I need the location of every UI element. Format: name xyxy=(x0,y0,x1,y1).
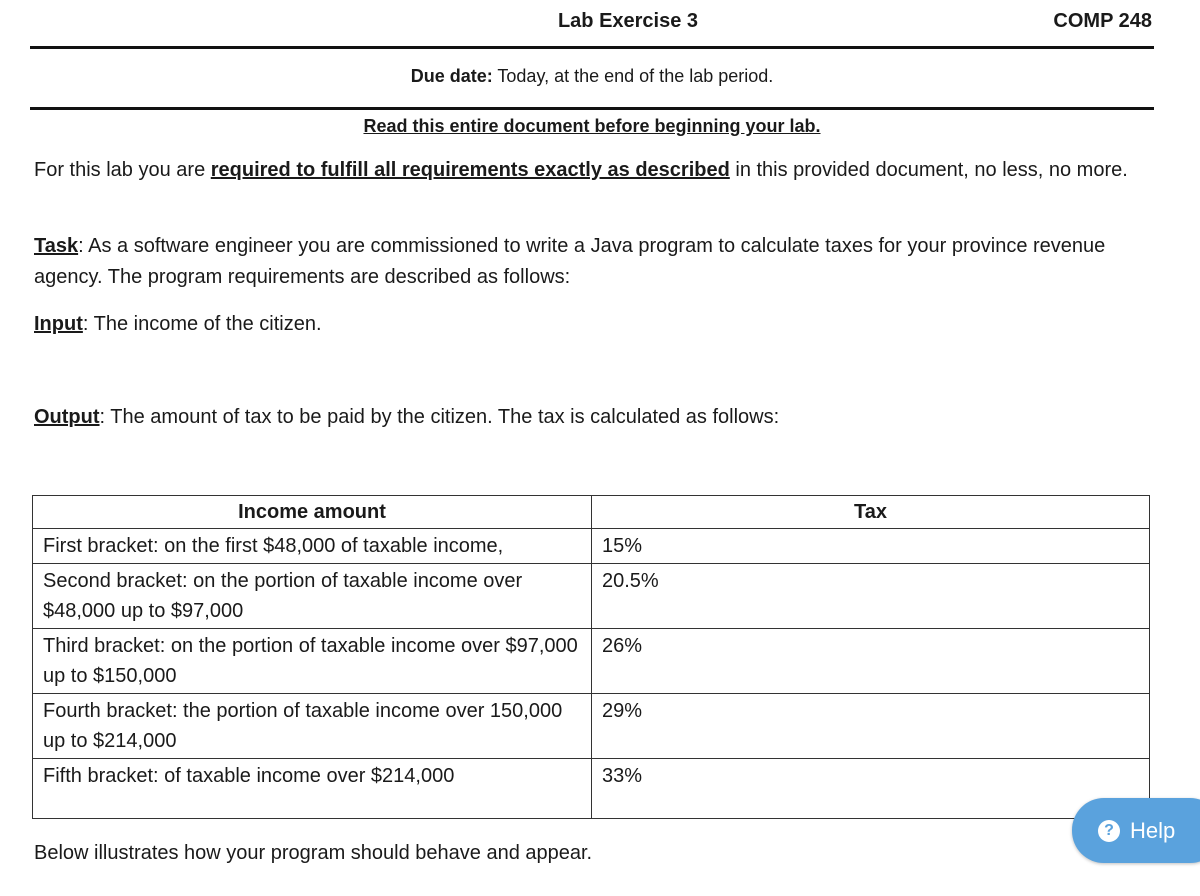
table-row xyxy=(33,759,1150,819)
table-row xyxy=(33,629,1150,694)
tax-cell: 15% xyxy=(592,529,1150,564)
input-paragraph xyxy=(34,309,1164,340)
income-header: Income amount xyxy=(33,496,592,529)
header-divider xyxy=(30,46,1154,49)
intro-emphasis: required to fulfill all requirements exactly as described xyxy=(210,159,730,181)
tax-cell: 20.5% xyxy=(592,564,1150,629)
income-cell: Fourth bracket: the portion of taxable income over 150,000 up to $214,000 xyxy=(33,694,592,759)
help-button[interactable] xyxy=(1072,798,1200,863)
document-title: Lab Exercise 3 xyxy=(557,10,699,32)
input-label: Input xyxy=(34,313,83,335)
tax-header: Tax xyxy=(592,496,1150,529)
intro-paragraph xyxy=(34,155,1164,186)
intro-after: in this provided document, no less, no more. xyxy=(729,159,1128,181)
question-icon: ? xyxy=(1098,820,1120,842)
tax-cell: 33% xyxy=(592,759,1150,819)
input-text: : The income of the citizen. xyxy=(82,313,322,335)
due-date-text: Today, at the end of the lab period. xyxy=(497,66,774,86)
task-text: : As a software engineer you are commissioned to write a Java program to calculate taxes for your province revenue agency. The program requirements are described as follows: xyxy=(34,235,1106,288)
table-row xyxy=(33,564,1150,629)
task-label: Task xyxy=(34,235,79,257)
output-paragraph xyxy=(34,402,1164,433)
output-text: : The amount of tax to be paid by the citizen. The tax is calculated as follows: xyxy=(99,406,780,428)
course-code: COMP 248 xyxy=(1053,10,1152,32)
help-button-label: Help xyxy=(1130,817,1176,843)
table-row xyxy=(33,529,1150,564)
task-paragraph xyxy=(34,231,1164,293)
below-text: Below illustrates how your program should behave and appear. xyxy=(34,842,593,864)
read-notice: Read this entire document before beginning your lab. xyxy=(363,116,821,136)
due-date xyxy=(0,66,1184,87)
table-header-row xyxy=(33,496,1150,529)
tax-cell: 29% xyxy=(592,694,1150,759)
table-row xyxy=(33,694,1150,759)
income-cell: Third bracket: on the portion of taxable income over $97,000 up to $150,000 xyxy=(33,629,592,694)
output-label: Output xyxy=(34,406,100,428)
income-cell: Second bracket: on the portion of taxable income over $48,000 up to $97,000 xyxy=(33,564,592,629)
intro-before: For this lab you are xyxy=(34,159,211,181)
tax-cell: 26% xyxy=(592,629,1150,694)
income-cell: First bracket: on the first $48,000 of taxable income, xyxy=(33,529,592,564)
tax-bracket-table xyxy=(32,495,1150,819)
income-cell: Fifth bracket: of taxable income over $214,000 xyxy=(33,759,592,819)
due-date-label: Due date: xyxy=(410,66,493,86)
due-divider xyxy=(30,107,1154,110)
